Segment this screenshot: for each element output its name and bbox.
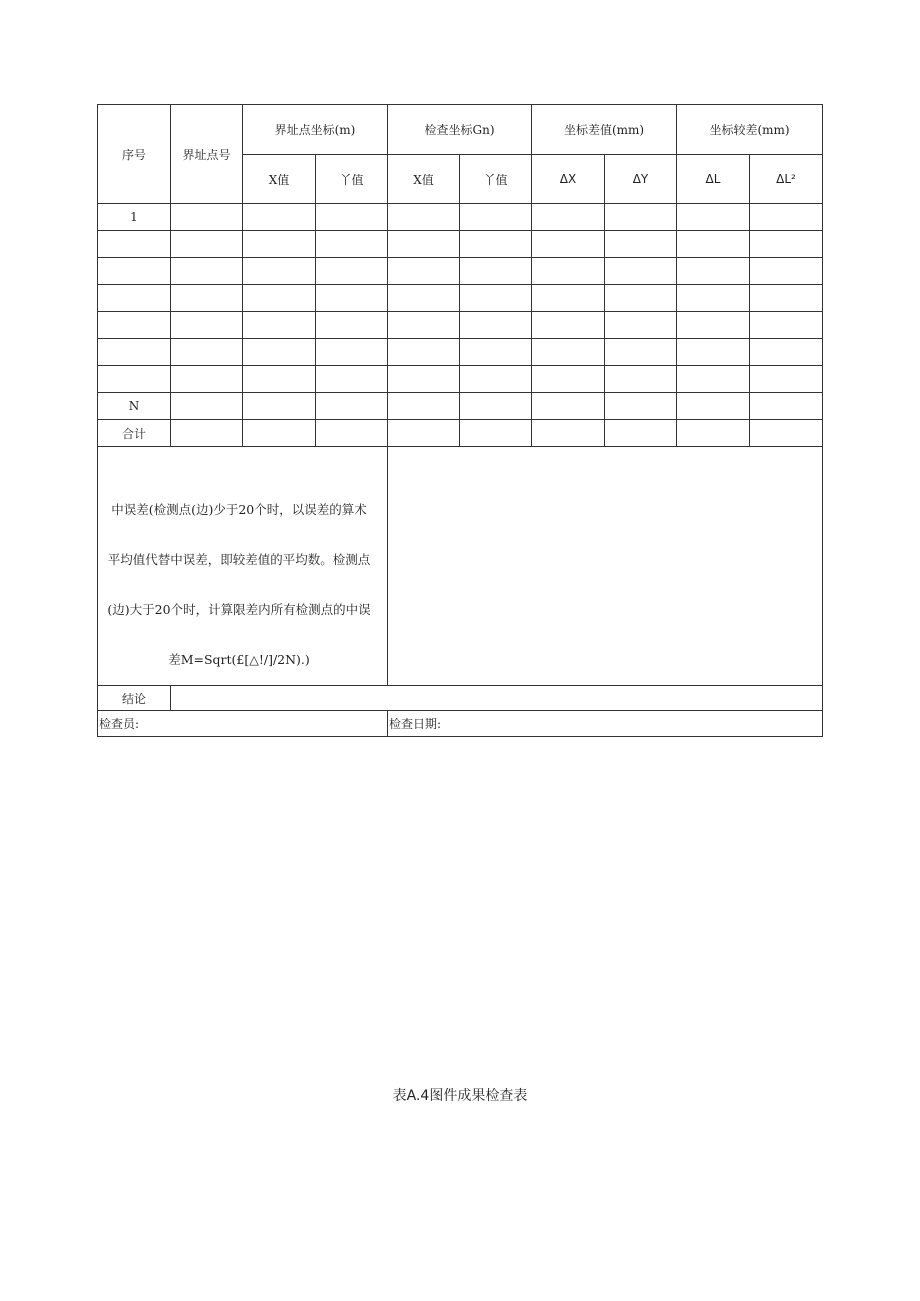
table-cell xyxy=(243,258,316,285)
table-cell xyxy=(171,366,243,393)
table-cell xyxy=(316,393,388,420)
table-cell xyxy=(171,339,243,366)
table-cell xyxy=(316,339,388,366)
table-cell xyxy=(316,420,388,447)
table-cell xyxy=(171,312,243,339)
table-cell xyxy=(532,339,605,366)
table-cell xyxy=(316,312,388,339)
conclusion-value-cell xyxy=(171,686,823,711)
table-cell xyxy=(171,285,243,312)
header-boundary-coords: 界址点坐标(m) xyxy=(243,105,388,155)
table-cell xyxy=(243,393,316,420)
header-y-value-check: 丫值 xyxy=(460,155,532,204)
table-cell xyxy=(388,312,460,339)
row-seq xyxy=(98,258,171,285)
table-cell xyxy=(316,285,388,312)
table-cell xyxy=(532,312,605,339)
table-cell xyxy=(532,285,605,312)
table-cell xyxy=(750,231,823,258)
table-cell xyxy=(388,420,460,447)
table-cell xyxy=(460,339,532,366)
note-value-cell xyxy=(388,447,823,686)
table-cell xyxy=(605,339,677,366)
table-cell xyxy=(460,231,532,258)
header-point-no: 界址点号 xyxy=(171,105,243,204)
row-seq-total: 合计 xyxy=(98,420,171,447)
table-cell xyxy=(460,393,532,420)
row-seq xyxy=(98,312,171,339)
table-cell xyxy=(243,312,316,339)
note-line: 平均值代替中误差，即较差值的平均数。检测点 xyxy=(107,552,371,567)
table-cell xyxy=(532,393,605,420)
row-seq xyxy=(98,339,171,366)
table-row-total xyxy=(98,420,823,447)
table-cell xyxy=(532,420,605,447)
row-seq xyxy=(98,285,171,312)
row-seq: N xyxy=(98,393,171,420)
table-caption: 表A.4图件成果检查表 xyxy=(392,1088,528,1104)
table-cell xyxy=(316,231,388,258)
table-row xyxy=(98,393,823,420)
header-delta-y: ΔY xyxy=(605,155,677,204)
conclusion-label: 结论 xyxy=(98,686,171,711)
table-cell xyxy=(171,393,243,420)
table-cell xyxy=(677,258,750,285)
table-cell xyxy=(460,420,532,447)
table-cell xyxy=(316,258,388,285)
table-cell xyxy=(750,366,823,393)
table-cell xyxy=(532,231,605,258)
table-cell xyxy=(243,366,316,393)
table-cell xyxy=(460,366,532,393)
table-row xyxy=(98,204,823,231)
table-cell xyxy=(388,285,460,312)
table-cell xyxy=(750,312,823,339)
table-cell xyxy=(677,231,750,258)
table-cell xyxy=(750,420,823,447)
table-row xyxy=(98,258,823,285)
table-cell xyxy=(605,312,677,339)
table-cell xyxy=(388,204,460,231)
table-cell xyxy=(460,258,532,285)
header-y-value-boundary: 丫值 xyxy=(316,155,388,204)
inspector-label: 检查员: xyxy=(98,711,388,737)
header-x-value-check: X值 xyxy=(388,155,460,204)
note-line: 中误差(检测点(边)少于20个时，以误差的算术 xyxy=(111,502,367,517)
header-delta-l-squared: ΔL² xyxy=(750,155,823,204)
table-cell xyxy=(171,420,243,447)
table-cell xyxy=(750,339,823,366)
table-cell xyxy=(605,258,677,285)
table-cell xyxy=(605,393,677,420)
table-cell xyxy=(388,339,460,366)
table-row xyxy=(98,231,823,258)
table-cell xyxy=(605,285,677,312)
table-cell xyxy=(677,204,750,231)
table-cell xyxy=(677,312,750,339)
table-cell xyxy=(243,420,316,447)
table-cell xyxy=(677,285,750,312)
mean-error-note xyxy=(98,447,388,686)
table-cell xyxy=(243,204,316,231)
table-cell xyxy=(460,204,532,231)
header-coord-compare: 坐标较差(mm) xyxy=(677,105,823,155)
table-cell xyxy=(171,231,243,258)
table-cell xyxy=(243,285,316,312)
check-table xyxy=(97,104,823,737)
table-row xyxy=(98,312,823,339)
table-row xyxy=(98,285,823,312)
table-cell xyxy=(532,366,605,393)
table-cell xyxy=(677,339,750,366)
row-seq xyxy=(98,231,171,258)
table-cell xyxy=(388,258,460,285)
table-cell xyxy=(750,258,823,285)
header-coord-diff: 坐标差值(mm) xyxy=(532,105,677,155)
table-cell xyxy=(605,366,677,393)
table-cell xyxy=(532,204,605,231)
check-date-label: 检查日期: xyxy=(388,711,823,737)
table-cell xyxy=(532,258,605,285)
table-cell xyxy=(750,204,823,231)
table-cell xyxy=(750,285,823,312)
table-cell xyxy=(316,204,388,231)
table-cell xyxy=(605,204,677,231)
table-cell xyxy=(605,231,677,258)
table-cell xyxy=(677,420,750,447)
table-row xyxy=(98,366,823,393)
header-check-coords: 检查坐标Gn) xyxy=(388,105,532,155)
row-seq: 1 xyxy=(98,204,171,231)
table-cell xyxy=(460,312,532,339)
table-cell xyxy=(243,339,316,366)
table-cell xyxy=(388,393,460,420)
table-cell xyxy=(677,366,750,393)
table-cell xyxy=(460,285,532,312)
table-cell xyxy=(388,231,460,258)
header-seq: 序号 xyxy=(98,105,171,204)
table-cell xyxy=(388,366,460,393)
header-delta-x: ΔX xyxy=(532,155,605,204)
table-cell xyxy=(171,204,243,231)
note-line: (边)大于20个时，计算限差内所有检测点的中误 xyxy=(107,602,371,617)
table-cell xyxy=(677,393,750,420)
row-seq xyxy=(98,366,171,393)
header-x-value-boundary: X值 xyxy=(243,155,316,204)
table-cell xyxy=(750,393,823,420)
table-cell xyxy=(171,258,243,285)
note-line: 差M=Sqrt(£[△!/]/2N).) xyxy=(168,652,310,667)
table-cell xyxy=(605,420,677,447)
table-cell xyxy=(316,366,388,393)
table-cell xyxy=(243,231,316,258)
header-delta-l: ΔL xyxy=(677,155,750,204)
table-row xyxy=(98,339,823,366)
